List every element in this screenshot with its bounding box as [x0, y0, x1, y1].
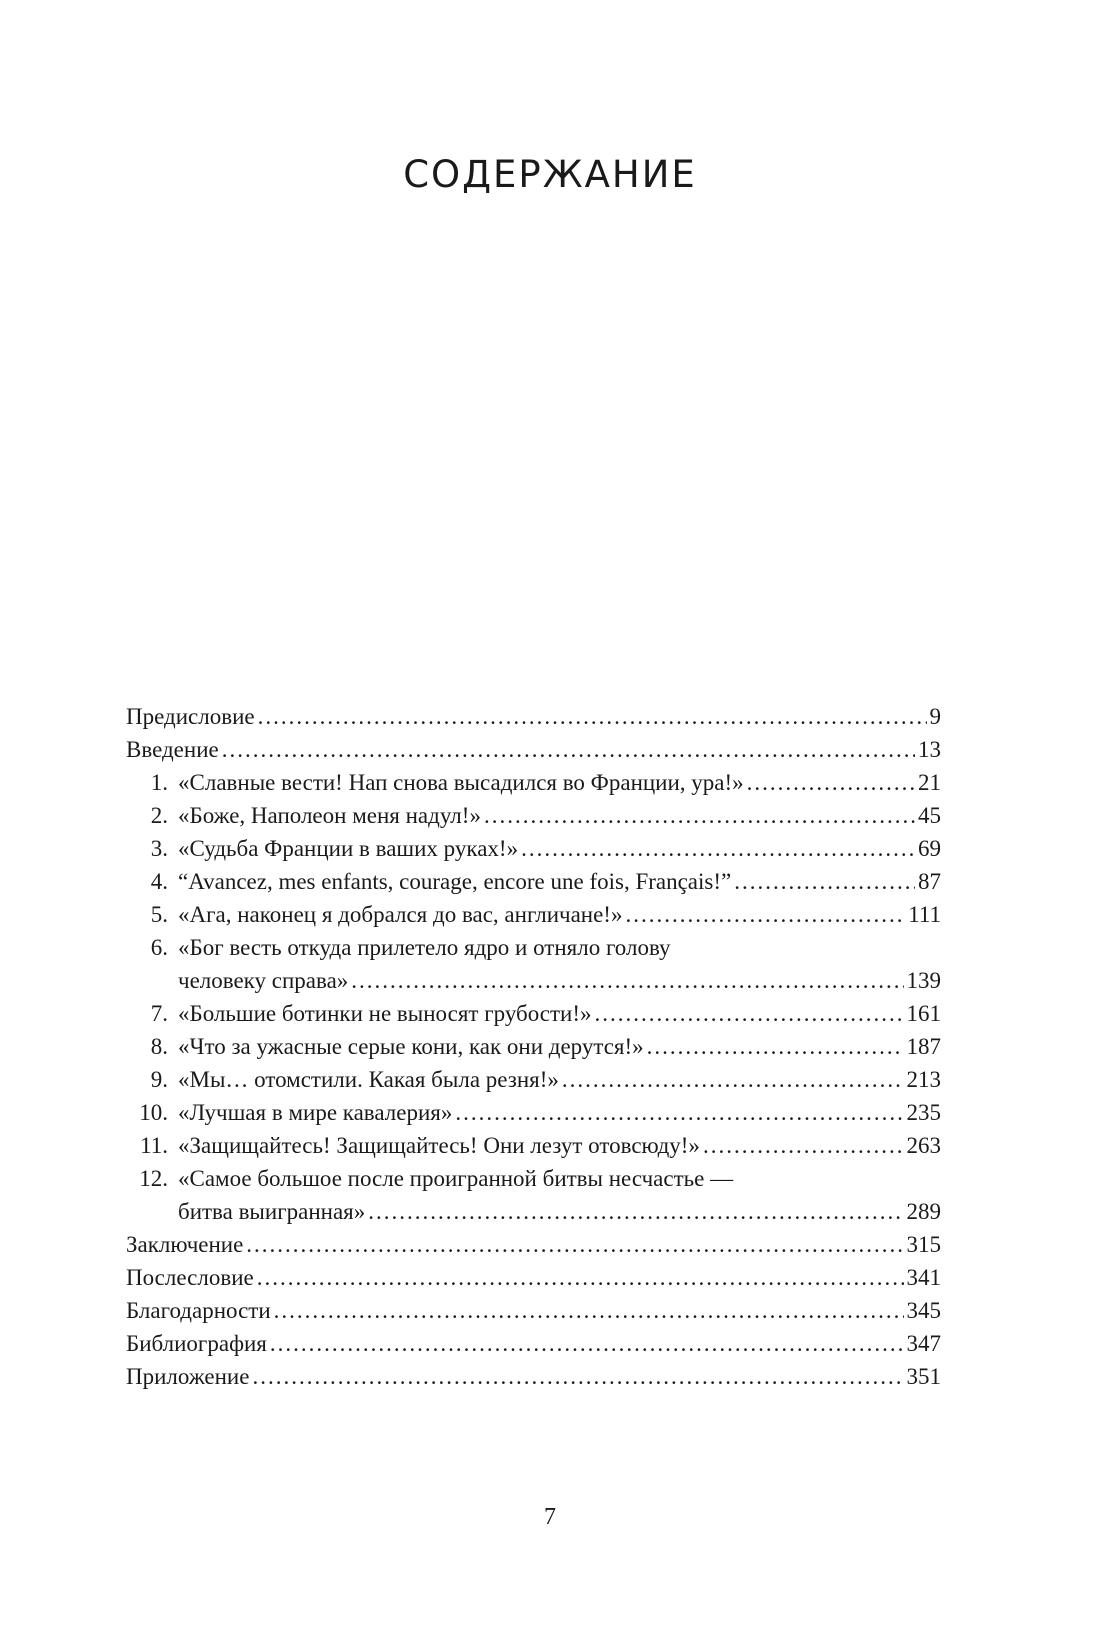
- toc-page-number: 9: [929, 704, 941, 729]
- toc-dot-leader: [521, 832, 915, 865]
- toc-line: [126, 799, 941, 832]
- toc-dot-leader: [703, 1129, 904, 1162]
- toc-entry: [126, 898, 941, 931]
- toc-page-number: 351: [906, 1364, 941, 1389]
- toc-chapter-number: 3.: [150, 836, 168, 861]
- toc-entry: [126, 1063, 941, 1096]
- toc-line: [126, 964, 941, 997]
- toc-page-number: 347: [906, 1331, 941, 1356]
- toc-entry: [126, 766, 941, 799]
- toc-page-number: 315: [906, 1232, 941, 1257]
- toc-entry: [126, 1261, 941, 1294]
- toc-dot-leader: [595, 997, 904, 1030]
- table-of-contents: [126, 700, 941, 1393]
- toc-line: [126, 1162, 941, 1195]
- toc-dot-leader: [484, 799, 915, 832]
- toc-title: Приложение: [126, 1364, 250, 1389]
- toc-entry: [126, 1030, 941, 1063]
- toc-title: «Большие ботинки не выносят грубости!»: [178, 1001, 592, 1026]
- toc-dot-leader: [351, 964, 903, 997]
- toc-title: Введение: [126, 737, 219, 762]
- toc-title: Благодарности: [126, 1298, 271, 1323]
- toc-dot-leader: [246, 1228, 903, 1261]
- toc-entry: [126, 799, 941, 832]
- toc-title: “Avancez, mes enfants, courage, encore une fois, Français!”: [178, 869, 732, 894]
- toc-title: «Что за ужасные серые кони, как они дерутся!»: [178, 1034, 644, 1059]
- toc-dot-leader: [258, 700, 927, 733]
- toc-dot-leader: [368, 1195, 903, 1228]
- toc-chapter-number: 7.: [150, 1001, 168, 1026]
- toc-page-number: 187: [906, 1034, 941, 1059]
- toc-entry: [126, 931, 941, 997]
- toc-entry: [126, 733, 941, 766]
- toc-title: «Бог весть откуда прилетело ядро и отняло голову: [178, 935, 671, 960]
- toc-page-number: 69: [918, 836, 941, 861]
- toc-dot-leader: [734, 865, 915, 898]
- toc-page-number: 45: [918, 803, 941, 828]
- toc-dot-leader: [274, 1294, 904, 1327]
- toc-title: Библиография: [126, 1331, 267, 1356]
- toc-entry: [126, 1096, 941, 1129]
- toc-line: [126, 1327, 941, 1360]
- toc-entry: [126, 832, 941, 865]
- toc-title: Предисловие: [126, 704, 255, 729]
- toc-line: [126, 1261, 941, 1294]
- toc-title: «Самое большое после проигранной битвы несчастье —: [178, 1166, 734, 1191]
- toc-page-number: 139: [906, 968, 941, 993]
- toc-dot-leader: [222, 733, 915, 766]
- toc-line: [126, 1063, 941, 1096]
- toc-line: [126, 1294, 941, 1327]
- page-title: СОДЕРЖАНИЕ: [403, 153, 697, 196]
- toc-line: [126, 1096, 941, 1129]
- toc-line: [126, 700, 941, 733]
- toc-entry: [126, 1360, 941, 1393]
- toc-line: [126, 766, 941, 799]
- toc-title: Заключение: [126, 1232, 244, 1257]
- toc-title: «Защищайтесь! Защищайтесь! Они лезут отовсюду!»: [178, 1133, 700, 1158]
- toc-page-number: 161: [906, 1001, 941, 1026]
- toc-entry: [126, 865, 941, 898]
- toc-page-number: 341: [906, 1265, 941, 1290]
- page-number: 7: [544, 1504, 556, 1530]
- toc-dot-leader: [747, 766, 915, 799]
- toc-chapter-number: 5.: [150, 902, 168, 927]
- toc-chapter-number: 1.: [150, 770, 168, 795]
- toc-entry: [126, 1294, 941, 1327]
- toc-title: «Судьба Франции в ваших руках!»: [178, 836, 519, 861]
- toc-chapter-number: 2.: [150, 803, 168, 828]
- toc-page-number: 213: [906, 1067, 941, 1092]
- toc-page-number: 111: [908, 902, 941, 927]
- toc-line: [126, 898, 941, 931]
- toc-dot-leader: [625, 898, 905, 931]
- toc-dot-leader: [252, 1360, 903, 1393]
- toc-title: «Лучшая в мире кавалерия»: [178, 1100, 453, 1125]
- toc-title: человеку справа»: [178, 968, 349, 993]
- toc-entry: [126, 1228, 941, 1261]
- toc-dot-leader: [562, 1063, 904, 1096]
- toc-chapter-number: 8.: [150, 1034, 168, 1059]
- toc-line: [126, 733, 941, 766]
- toc-dot-leader: [257, 1261, 904, 1294]
- toc-title: битва выигранная»: [178, 1199, 366, 1224]
- toc-chapter-number: 12.: [139, 1166, 168, 1191]
- toc-chapter-number: 10.: [139, 1100, 168, 1125]
- toc-line: [126, 1195, 941, 1228]
- toc-entry: [126, 1129, 941, 1162]
- toc-page-number: 289: [906, 1199, 941, 1224]
- toc-page-number: 13: [918, 737, 941, 762]
- toc-chapter-number: 11.: [140, 1133, 168, 1158]
- toc-title: «Мы… отомстили. Какая была резня!»: [178, 1067, 559, 1092]
- toc-entry: [126, 1162, 941, 1228]
- toc-page-number: 87: [918, 869, 941, 894]
- toc-line: [126, 865, 941, 898]
- toc-line: [126, 1360, 941, 1393]
- toc-chapter-number: 4.: [150, 869, 168, 894]
- toc-line: [126, 997, 941, 1030]
- toc-chapter-number: 9.: [150, 1067, 168, 1092]
- toc-line: [126, 1228, 941, 1261]
- toc-line: [126, 832, 941, 865]
- toc-title: «Боже, Наполеон меня надул!»: [178, 803, 481, 828]
- toc-entry: [126, 700, 941, 733]
- toc-entry: [126, 997, 941, 1030]
- toc-line: [126, 1030, 941, 1063]
- toc-title: «Славные вести! Нап снова высадился во Франции, ура!»: [178, 770, 744, 795]
- toc-title: «Ага, наконец я добрался до вас, англичане!»: [178, 902, 623, 927]
- toc-page-number: 235: [906, 1100, 941, 1125]
- toc-entry: [126, 1327, 941, 1360]
- toc-title: Послесловие: [126, 1265, 254, 1290]
- toc-page-number: 263: [906, 1133, 941, 1158]
- toc-dot-leader: [270, 1327, 904, 1360]
- toc-line: [126, 931, 941, 964]
- toc-dot-leader: [455, 1096, 903, 1129]
- toc-line: [126, 1129, 941, 1162]
- toc-chapter-number: 6.: [150, 935, 168, 960]
- toc-dot-leader: [647, 1030, 904, 1063]
- toc-page-number: 21: [918, 770, 941, 795]
- toc-page-number: 345: [906, 1298, 941, 1323]
